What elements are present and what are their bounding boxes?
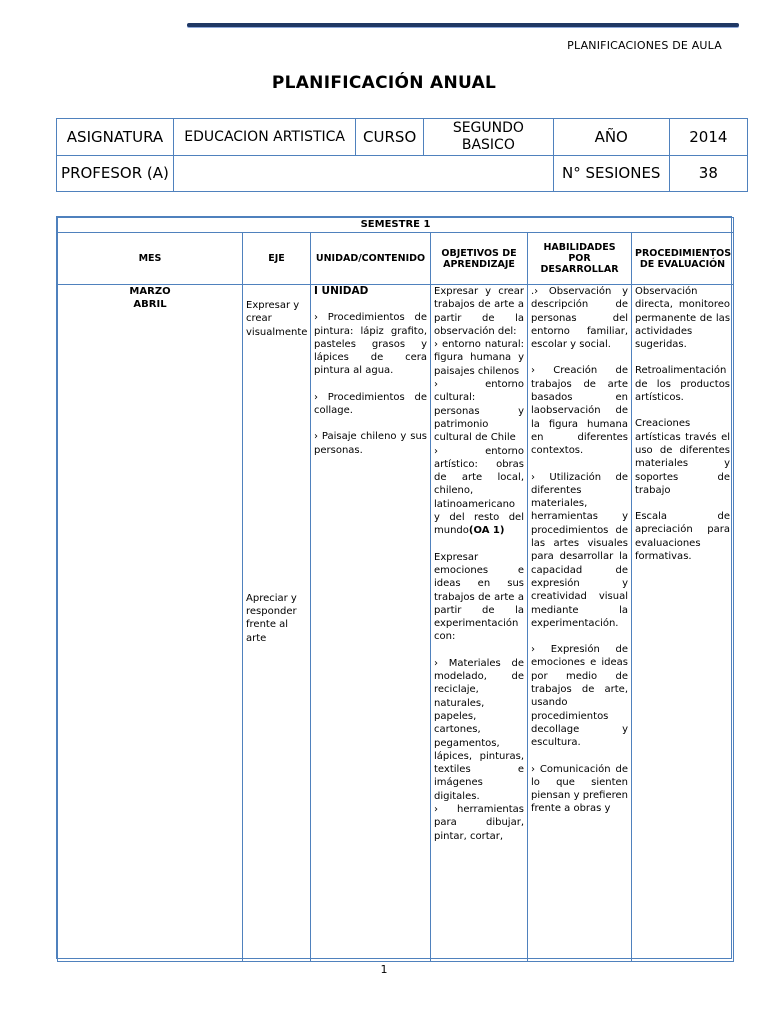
ano-label: AÑO (553, 119, 669, 156)
profesor-label: PROFESOR (A) (57, 156, 174, 192)
unidad-item: › Procedimientos de pintura: lápiz grafito, pasteles grasos y lápices de cera pintura al agua. (314, 312, 427, 377)
habilidades-cell (528, 285, 632, 962)
curso-label: CURSO (356, 119, 424, 156)
procedimiento-text: Escala de apreciación para evaluaciones formativas. (635, 511, 731, 563)
habilidad-text: › Expresión de emociones e ideas por medio de trabajos de arte, usando procedimientos decollage y escultura. (531, 644, 628, 749)
header-rule (187, 23, 739, 27)
asignatura-label: ASIGNATURA (57, 119, 174, 156)
habilidad-text: › Comunicación de lo que sienten piensan y prefieren frente a obras y (531, 763, 628, 815)
mes-abril: ABRIL (133, 299, 167, 311)
header-habilidades: HABILIDADES POR DESARROLLAR (528, 233, 632, 285)
unidad-title: I UNIDAD (314, 285, 369, 297)
objetivo-text: › herramientas para dibujar, pintar, cortar, (434, 803, 524, 842)
asignatura-value: EDUCACION ARTISTICA (173, 119, 355, 156)
unidad-item: › Paisaje chileno y sus personas. (314, 431, 427, 456)
page-title: PLANIFICACIÓN ANUAL (271, 73, 497, 93)
objetivo-entorno-artistico: › entorno artístico: obras de arte local, chileno, latinoamericano y del resto del mundo (434, 445, 524, 537)
sesiones-label: N° SESIONES (553, 156, 669, 192)
header-mes: MES (58, 233, 243, 285)
unidad-cell (311, 285, 431, 962)
eje-cell (243, 285, 311, 962)
curso-value: SEGUNDO BASICO (423, 119, 553, 156)
procedimiento-text: Observación directa, monitoreo permanente de las actividades sugeridas. (635, 286, 731, 351)
objetivo-text: Expresar y crear trabajos de arte a partir de la observación del: (434, 286, 524, 337)
procedimiento-text: Retroalimentación de los productos artísticos. (635, 365, 731, 404)
procedimientos-cell (632, 285, 734, 962)
profesor-value (173, 156, 553, 192)
planning-table (56, 216, 732, 959)
habilidad-text: › Creación de trabajos de arte basados en laobservación de la figura humana en diferentes contextos. (531, 365, 628, 457)
info-table (56, 118, 748, 192)
unidad-item: › Procedimientos de collage. (314, 391, 427, 417)
habilidad-text: .› Observación y descripción de personas del entorno familiar, escolar y social. (531, 286, 628, 351)
objetivos-cell (431, 285, 528, 962)
objetivo-text: › entorno natural: figura humana y paisajes chilenos (434, 339, 524, 377)
procedimiento-text: Creaciones artísticas través el uso de diferentes materiales y soportes de trabajo (635, 418, 731, 496)
eje-expresar: Expresar y crear visualmente (246, 300, 308, 338)
objetivo-text (434, 445, 524, 538)
mes-cell (58, 285, 243, 962)
mes-marzo: MARZO (129, 286, 171, 297)
eje-apreciar: Apreciar y responder frente al arte (246, 592, 297, 644)
header-unidad: UNIDAD/CONTENIDO (311, 233, 431, 285)
objetivo-text: › Materiales de modelado, de reciclaje, naturales, papeles, cartones, pegamentos, lápices, pinturas, textiles e imágenes digitales. (434, 657, 524, 802)
header-objetivos: OBJETIVOS DE APRENDIZAJE (431, 233, 528, 285)
header-procedimientos: PROCEDIMIENTOS DE EVALUACIÓN (632, 233, 734, 285)
oa-reference: (OA 1) (468, 525, 505, 537)
objetivo-text: Expresar emociones e ideas en sus trabajos de arte a partir de la experimentación con: (434, 551, 524, 643)
objetivo-text: › entorno cultural: personas y patrimonio cultural de Chile (434, 379, 524, 444)
ano-value: 2014 (669, 119, 747, 156)
habilidad-text: › Utilización de diferentes materiales, herramientas y procedimientos de las artes visuales para desarrollar la capacidad de expresión y creatividad visual mediante la experimentación. (531, 471, 628, 629)
header-eje: EJE (243, 233, 311, 285)
page-number: 1 (380, 963, 388, 976)
semester-header: SEMESTRE 1 (58, 218, 734, 233)
sesiones-value: 38 (669, 156, 747, 192)
header-label: PLANIFICACIONES DE AULA (567, 39, 722, 52)
